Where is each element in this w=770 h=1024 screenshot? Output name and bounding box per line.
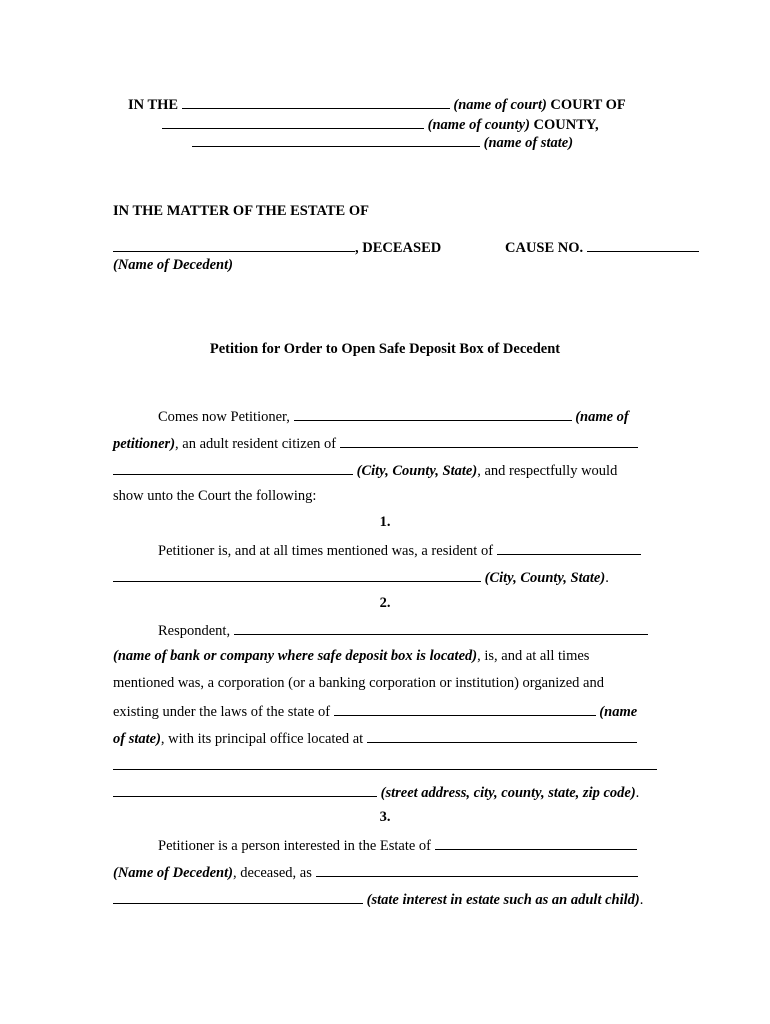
street-address-hint: (street address, city, county, state, zip code) [380,785,636,801]
in-the-label: IN THE [128,97,179,113]
name-of-hint: (name of [575,409,629,425]
deceased-label: , DECEASED [355,240,442,256]
deceased-as-text: , deceased, as [232,865,312,881]
name-of-court-hint: (name of court) [453,97,547,113]
para1-number: 1. [379,514,391,530]
para3-line-3 [113,889,643,909]
para3-text: Petitioner is a person interested in the Estate of [158,838,432,854]
name-of-county-hint: (name of county) [427,117,530,133]
principal-office-blank-3[interactable] [113,782,377,797]
is-and-text: , is, and at all times [477,648,590,664]
name-of-state-hint: (name of state) [483,135,574,151]
para2-line-1 [158,620,648,640]
caption-line-county [162,114,599,134]
decedent-line [113,237,441,257]
para2-line-5 [113,728,637,748]
para2-number: 2. [379,595,391,611]
principal-office-text: , with its principal office located at [160,731,364,747]
intro-line-3 [113,460,617,480]
para1-residence-blank-1[interactable] [497,540,641,555]
para2-line-6 [113,755,657,775]
of-state-hint: of state) [113,731,161,747]
para3-name-of-decedent-hint: (Name of Decedent) [113,865,233,881]
cause-no-blank[interactable] [587,237,699,252]
para3-line-1 [158,835,637,855]
adult-resident-text: , an adult resident citizen of [175,436,337,452]
cause-no-label: CAUSE NO. [505,240,584,256]
name-of-decedent-hint: (Name of Decedent) [113,257,233,273]
city-county-state-hint: (City, County, State) [356,463,478,479]
para2-line-7 [113,782,639,802]
petitioner-name-blank[interactable] [294,406,572,421]
caption-line-court [128,94,626,114]
principal-office-blank-1[interactable] [367,728,637,743]
para2-line-2 [113,647,589,665]
intro-line-2 [113,433,638,453]
cause-number-line [505,237,699,257]
existing-text: existing under the laws of the state of [113,704,331,720]
para3-line-2 [113,862,638,882]
respectfully-text: , and respectfully would [477,463,618,479]
state-name-blank[interactable] [192,132,480,147]
intro-line-4: show unto the Court the following: [113,488,317,504]
decedent-name-blank[interactable] [113,237,355,252]
caption-line-state [192,132,573,152]
para1-period: . [605,570,609,586]
document-title: Petition for Order to Open Safe Deposit Box of Decedent [209,341,561,357]
estate-of-blank[interactable] [435,835,637,850]
matter-heading: IN THE MATTER OF THE ESTATE OF [113,203,369,219]
state-interest-hint: (state interest in estate such as an adult child) [366,892,640,908]
para1-residence-blank-2[interactable] [113,567,481,582]
interest-blank-2[interactable] [113,889,363,904]
para1-city-county-state-hint: (City, County, State) [484,570,606,586]
para2-line-3: mentioned was, a corporation (or a banking corporation or institution) organized and [113,675,604,691]
principal-office-blank-2[interactable] [113,755,657,770]
residence-blank-1[interactable] [340,433,638,448]
interest-blank-1[interactable] [316,862,638,877]
bank-name-hint: (name of bank or company where safe deposit box is located) [113,648,478,664]
county-label: COUNTY, [533,117,599,133]
comes-now-text: Comes now Petitioner, [158,409,290,425]
county-name-blank[interactable] [162,114,424,129]
court-of-label: COURT OF [550,97,626,113]
para1-line-1 [158,540,641,560]
petitioner-hint: petitioner) [113,436,176,452]
para3-period: . [639,892,644,908]
para1-text: Petitioner is, and at all times mentioned was, a resident of [158,543,494,559]
intro-line-1 [158,406,629,426]
residence-blank-2[interactable] [113,460,353,475]
para2-line-4 [113,701,637,721]
para2-period: . [635,785,640,801]
respondent-text: Respondent, [158,623,231,639]
para1-line-2 [113,567,609,587]
court-name-blank[interactable] [182,94,450,109]
respondent-name-blank[interactable] [234,620,648,635]
name-hint: (name [599,704,638,720]
state-of-incorporation-blank[interactable] [334,701,596,716]
para3-number: 3. [379,809,391,825]
